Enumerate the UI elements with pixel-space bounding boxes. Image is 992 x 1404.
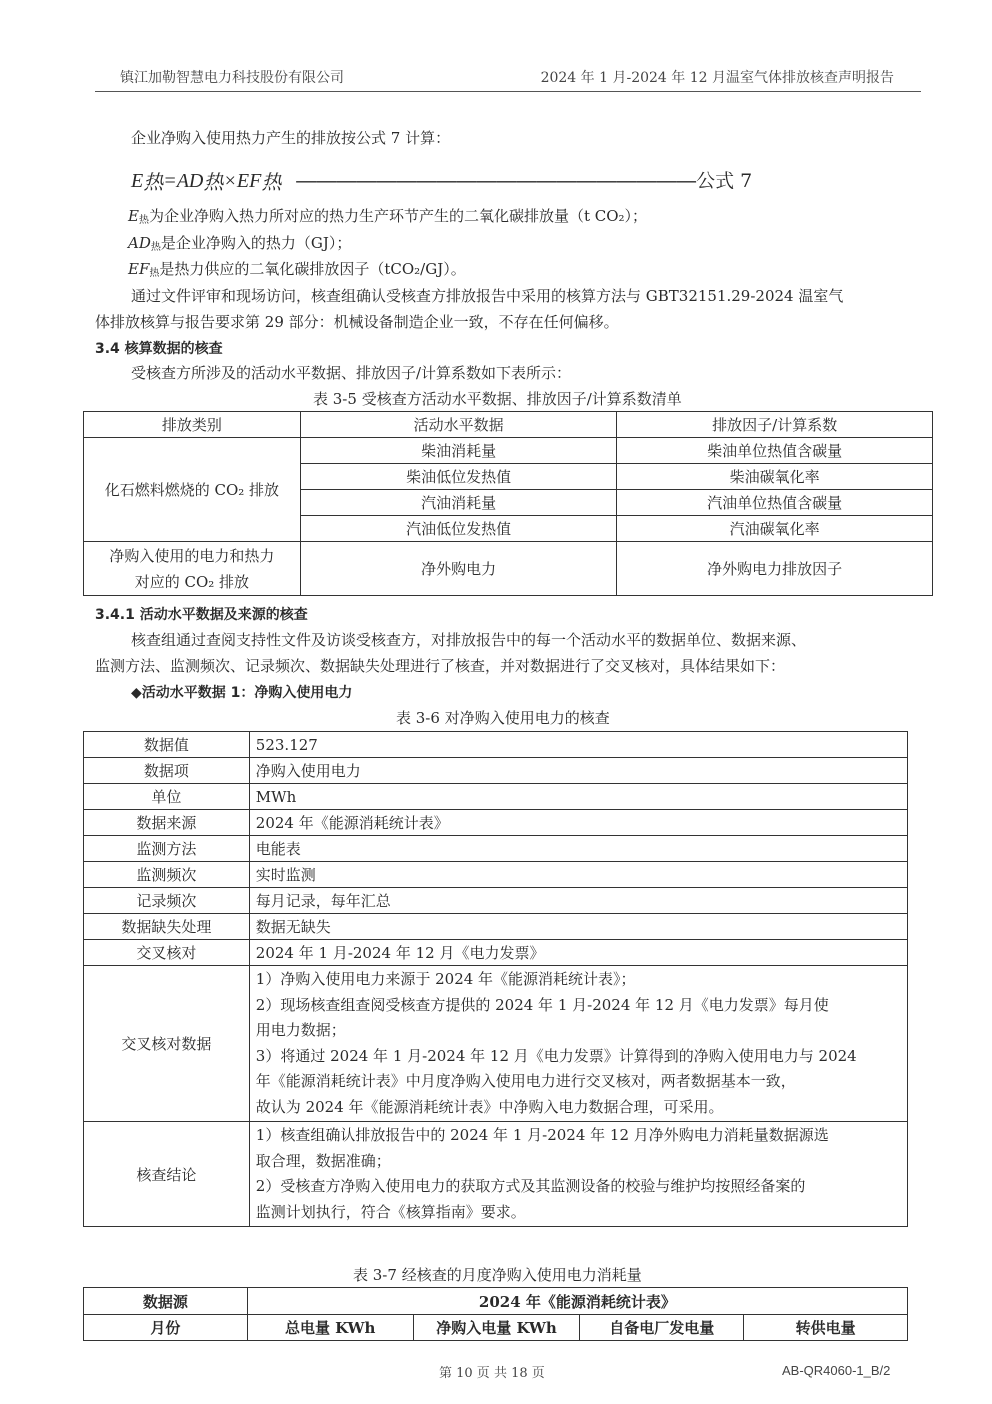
t6-label: 单位	[84, 784, 250, 810]
def-var-ef: EF	[128, 260, 150, 278]
t7-header-month: 月份	[84, 1315, 248, 1341]
t7-header-total: 总电量 KWh	[247, 1315, 413, 1341]
t6-value: 净购入使用电力	[249, 758, 907, 784]
t5-cat2-line2: 对应的 CO₂ 排放	[134, 572, 250, 591]
definition-ad	[128, 233, 351, 258]
table-3-6-caption: 表 3-6 对净购入使用电力的核查	[396, 709, 610, 727]
t6-conclusion-line: 2）受核查方净购入使用电力的获取方式及其监测设备的校验与维护均按照经备案的	[255, 1177, 806, 1195]
table-3-7-caption: 表 3-7 经核查的月度净购入使用电力消耗量	[353, 1266, 642, 1284]
t6-conclusion-content	[249, 1122, 907, 1227]
section-3-4-1-heading: 3.4.1 活动水平数据及来源的核查	[95, 607, 308, 623]
def-sub-e: 热	[138, 215, 149, 226]
t6-cross-check-label: 交叉核对数据	[84, 966, 250, 1122]
table-3-5-caption: 表 3-5 受核查方活动水平数据、排放因子/计算系数清单	[313, 390, 682, 408]
formula-sub-1: 热	[143, 172, 164, 194]
formula-e: E	[131, 170, 144, 192]
t6-cross-check-content	[249, 966, 907, 1122]
intro-text: 企业净购入使用热力产生的排放按公式 7 计算：	[131, 129, 451, 147]
page-number: 第 10 页 共 18 页	[439, 1366, 545, 1381]
header-company: 镇江加勒智慧电力科技股份有限公司	[120, 70, 344, 86]
t5-cell: 柴油消耗量	[300, 438, 617, 464]
t5-cell: 柴油单位热值含碳量	[617, 438, 933, 464]
t5-cat2-line1: 净购入使用的电力和热力	[109, 546, 275, 565]
section-3-4-1-line1: 核查组通过查阅支持性文件及访谈受核查方，对排放报告中的每一个活动水平的数据单位、数据来源、	[131, 631, 807, 649]
t6-value: 数据无缺失	[249, 914, 907, 940]
t6-conclusion-line: 1）核查组确认排放报告中的 2024 年 1 月-2024 年 12 月净外购电力消耗量数据源选	[255, 1126, 829, 1144]
t7-header-self-gen: 自备电厂发电量	[580, 1315, 744, 1341]
t6-label: 数据来源	[84, 810, 250, 836]
t5-header-factor: 排放因子/计算系数	[617, 412, 933, 438]
t5-cell: 汽油碳氧化率	[617, 516, 933, 542]
para-method-line1: 通过文件评审和现场访问，核查组确认受核查方排放报告中采用的核算方法与 GBT32151.29-2024 温室气	[131, 287, 844, 305]
table-3-7	[83, 1287, 908, 1341]
t5-cell: 汽油单位热值含碳量	[617, 490, 933, 516]
t7-header-net: 净购入电量 KWh	[413, 1315, 580, 1341]
t6-value: 实时监测	[249, 862, 907, 888]
definition-e	[128, 206, 647, 231]
t6-conclusion-line: 监测计划执行，符合《核算指南》要求。	[255, 1202, 526, 1221]
t5-cell: 净外购电力	[300, 542, 617, 596]
def-sub-ef: 热	[149, 268, 160, 279]
header-divider	[95, 91, 921, 92]
formula-label: 公式 7	[696, 170, 753, 192]
t5-cell: 汽油低位发热值	[300, 516, 617, 542]
t6-label: 数据缺失处理	[84, 914, 250, 940]
def-text-e: 为企业净购入热力所对应的热力生产环节产生的二氧化碳排放量（t CO₂）；	[148, 207, 648, 225]
t6-value: 523.127	[249, 732, 907, 758]
t6-label: 数据项	[84, 758, 250, 784]
para-method-line2: 体排放核算与报告要求第 29 部分：机械设备制造企业一致，不存在任何偏移。	[95, 313, 619, 331]
t5-cell: 柴油低位发热值	[300, 464, 617, 490]
t7-source-value: 2024 年《能源消耗统计表》	[247, 1288, 907, 1315]
section-3-4-1-line2: 监测方法、监测频次、记录频次、数据缺失处理进行了核查，并对数据进行了交叉核对，具体结果如下：	[95, 657, 786, 675]
t6-label: 监测频次	[84, 862, 250, 888]
t6-cross-line: 1）净购入使用电力来源于 2024 年《能源消耗统计表》；	[255, 970, 636, 988]
table-3-6	[83, 731, 908, 1227]
t6-cross-line: 用电力数据；	[255, 1021, 346, 1039]
formula-sub-2: 热	[203, 172, 224, 194]
formula-sub-3: 热	[261, 172, 282, 194]
header-report-title: 2024 年 1 月-2024 年 12 月温室气体排放核查声明报告	[540, 70, 894, 86]
t6-value: 每月记录，每年汇总	[249, 888, 907, 914]
activity-data-1-bullet: ◆活动水平数据 1：净购入使用电力	[131, 685, 353, 701]
t5-cell: 净外购电力排放因子	[617, 542, 933, 596]
document-code: AB-QR4060-1_B/2	[782, 1363, 891, 1378]
t6-label: 交叉核对	[84, 940, 250, 966]
t5-category-electricity	[84, 542, 301, 596]
t6-value: 2024 年 1 月-2024 年 12 月《电力发票》	[249, 940, 907, 966]
def-text-ef: 是热力供应的二氧化碳排放因子（tCO₂/GJ）。	[159, 260, 466, 278]
t7-header-transfer: 转供电量	[744, 1315, 908, 1341]
table-3-5	[83, 411, 933, 596]
t6-conclusion-label: 核查结论	[84, 1122, 250, 1227]
def-var-ad: AD	[128, 234, 151, 252]
t6-label: 监测方法	[84, 836, 250, 862]
section-3-4-heading: 3.4 核算数据的核查	[95, 341, 223, 357]
formula-7	[131, 166, 752, 195]
t6-value: 电能表	[249, 836, 907, 862]
t6-cross-line: 3）将通过 2024 年 1 月-2024 年 12 月《电力发票》计算得到的净购入使用电力与 2024	[255, 1046, 857, 1065]
t5-cell: 汽油消耗量	[300, 490, 617, 516]
def-var-e: E	[128, 207, 139, 225]
section-3-4-text: 受核查方所涉及的活动水平数据、排放因子/计算系数如下表所示：	[131, 364, 572, 382]
formula-ef: ×EF	[223, 170, 262, 192]
t6-label: 记录频次	[84, 888, 250, 914]
t5-cell: 柴油碳氧化率	[617, 464, 933, 490]
t6-cross-line: 2）现场核查组查阅受核查方提供的 2024 年 1 月-2024 年 12 月《电力发票》每月使	[255, 995, 829, 1014]
t6-conclusion-line: 取合理，数据准确；	[255, 1151, 391, 1170]
t5-header-category: 排放类别	[84, 412, 301, 438]
t6-label: 数据值	[84, 732, 250, 758]
def-text-ad: 是企业净购入的热力（GJ）；	[160, 234, 352, 252]
formula-dashes: ————————————————————	[296, 170, 697, 192]
t6-cross-line: 年《能源消耗统计表》中月度净购入使用电力进行交叉核对，两者数据基本一致，	[255, 1072, 796, 1090]
t6-value: MWh	[249, 784, 907, 810]
def-sub-ad: 热	[150, 242, 161, 253]
t6-value: 2024 年《能源消耗统计表》	[249, 810, 907, 836]
t6-cross-line: 故认为 2024 年《能源消耗统计表》中净购入电力数据合理，可采用。	[255, 1097, 724, 1116]
t5-category-fossil: 化石燃料燃烧的 CO₂ 排放	[84, 438, 301, 542]
definition-ef	[128, 259, 466, 284]
formula-ad: =AD	[163, 170, 204, 192]
t5-header-activity: 活动水平数据	[300, 412, 617, 438]
t7-source-label: 数据源	[84, 1288, 248, 1315]
